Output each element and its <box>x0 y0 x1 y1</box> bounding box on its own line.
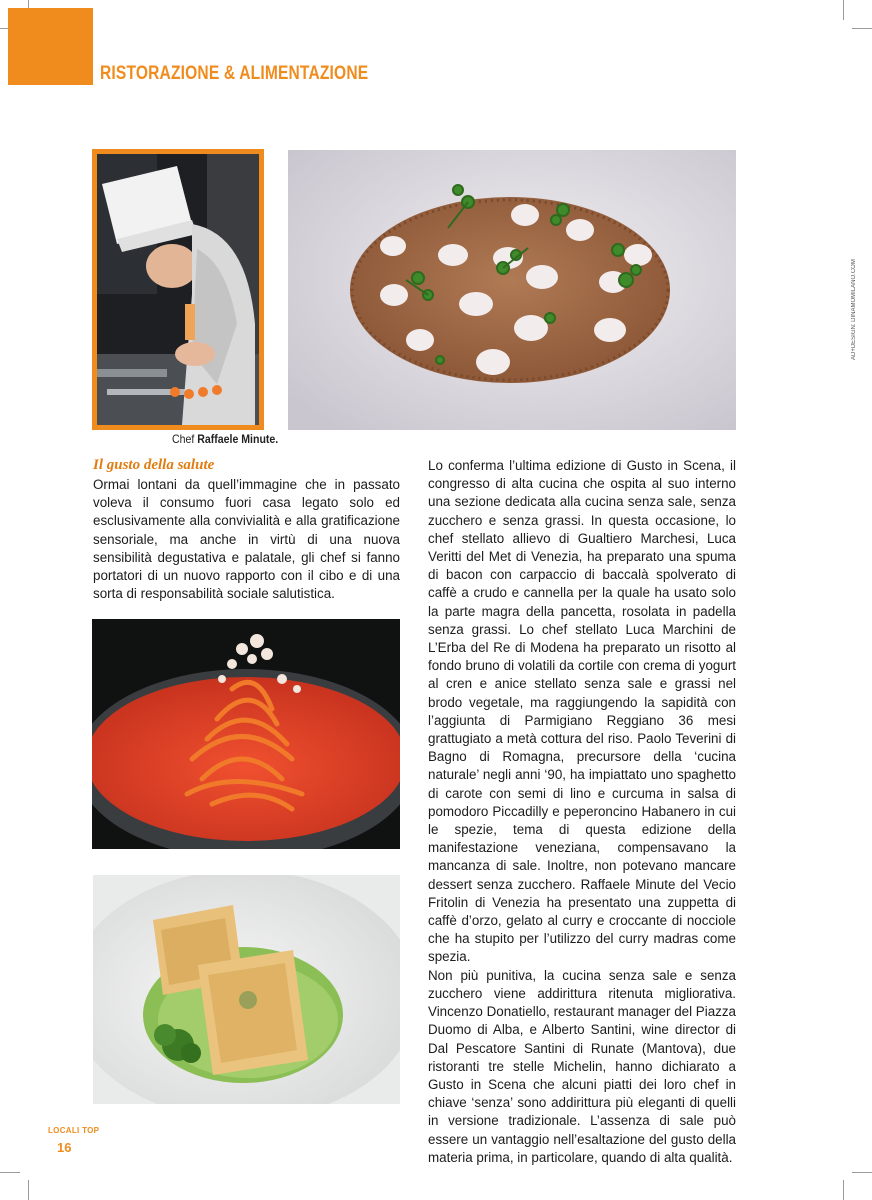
caption-prefix: Chef <box>172 432 198 446</box>
crop-mark <box>843 1180 844 1200</box>
chef-photo <box>97 154 259 425</box>
crop-mark <box>843 0 844 20</box>
crop-mark <box>852 28 872 29</box>
intro-paragraph: Ormai lontani da quell’immagine che in passato voleva il consumo fuori casa legato solo ed esclusivamente alla convivialità e alla gratificazione sensoriale, ma anche in virtù di una nuova sensibilità degustativa e palatale, gli chef si fanno portatori di un nuovo rapporto con il cibo e di una sorta di responsabilità sociale salutistica. <box>93 477 400 602</box>
caption-chef-name: Raffaele Minute. <box>197 432 279 446</box>
body-paragraph-1: Lo conferma l’ultima edizione di Gusto in Scena, il congresso di alta cucina che ospita al suo interno una sezione dedicata alla cucina senza sale, senza zucchero e senza grassi. In questa occasione, lo chef stellato allievo di Gualtiero Marchesi, Luca Veritti del Met di Venezia, ha preparato una spuma di bacon con carpaccio di baccalà spolverato di caffè a crudo e cannella per la quale ha usato solo la parte magra della pancetta, rosolata in padella senza grassi. Lo chef stellato Luca Marchini de L’Erba del Re di Modena ha preparato un risotto al fondo bruno di volatili da cortile con crema di yogurt al cren e anice stellato senza sale e grassi nel brodo vegetale, ma raggiungendo la sapidità con l’aggiunta di Parmigiano Reggiano 36 mesi grattugiato a metà cottura del riso. Paolo Teverini di Bagno di Romagna, precursore della ‘cucina naturale’ negli anni ‘90, ha impiattato uno spaghetto di carote con semi di lino e curcuma in salsa di pomodoro Piccadilly e peperoncino Habanero in cui le spezie, tema di questa edizione della manifestazione veneziana, compensavano la mancanza di sale. Inoltre, non potevano mancare dessert senza zucchero. Raffaele Minute del Vecio Fritolin di Venezia ha presentato una zuppetta di caffè d’orzo, gelato al curry e croccante di nocciole che ha stupito per l’utilizzo del curry madras come spezia. <box>428 458 736 965</box>
carrot-spaghetti-photo <box>92 619 400 849</box>
page-number: 16 <box>57 1140 72 1155</box>
article-subhead: Il gusto della salute <box>93 457 215 473</box>
photo-caption <box>172 432 278 446</box>
design-credit: AD+DESIGN: DINAMOMILANO.COM <box>851 259 857 360</box>
section-color-block <box>8 8 93 85</box>
chef-photo-frame <box>92 149 264 430</box>
risotto-photo <box>288 150 736 430</box>
magazine-name: LOCALI TOP <box>48 1126 100 1135</box>
right-column <box>428 457 736 1167</box>
left-column <box>93 476 400 603</box>
section-title: RISTORAZIONE & ALIMENTAZIONE <box>100 63 369 84</box>
body-paragraph-2: Non più punitiva, la cucina senza sale e senza zucchero viene addirittura ritenuta migliorativa. Vincenzo Donatiello, restaurant manager del Piazza Duomo di Alba, e Alberto Santini, wine director di Dal Pescatore Santini di Runate (Mantova), due ristoranti tre stelle Michelin, hanno dichiarato a Gusto in Scena che alcuni piatti dei loro chef in chiave ‘senza’ sono addirittura più eleganti di quelli in versione tradizionale. L’assenza di sale può essere un vantaggio nell’esaltazione del gusto della materia prima, in particolare, quando di alta qualità. <box>428 967 736 1165</box>
ravioli-photo <box>93 875 400 1104</box>
crop-mark <box>852 1172 872 1173</box>
crop-mark <box>28 1180 29 1200</box>
crop-mark <box>0 1172 20 1173</box>
